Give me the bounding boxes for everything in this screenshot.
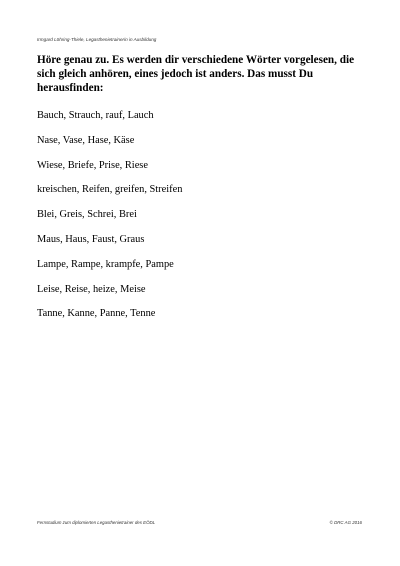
word-group-line: Maus, Haus, Faust, Graus bbox=[37, 233, 145, 245]
word-group-list bbox=[37, 110, 182, 333]
word-group-line: kreischen, Reifen, greifen, Streifen bbox=[37, 184, 183, 196]
word-group-line: Blei, Greis, Schrei, Brei bbox=[37, 209, 137, 221]
word-group-line: Nase, Vase, Hase, Käse bbox=[37, 134, 135, 146]
word-group-line: Lampe, Rampe, krampfe, Pampe bbox=[37, 258, 174, 270]
word-group-line: Tanne, Kanne, Panne, Tenne bbox=[37, 308, 156, 320]
author-note: Irmgard Löhring-Thiele, Legasthenietrainerin in Ausbildung bbox=[37, 37, 157, 42]
word-group-line: Leise, Reise, heize, Meise bbox=[37, 283, 146, 295]
footer-course-note: Fernstudium zum diplomierten Legasthenietrainer des EÖDL bbox=[37, 520, 156, 525]
word-group-line: Bauch, Strauch, rauf, Lauch bbox=[37, 110, 154, 121]
footer-copyright: © DRC AG 2016 bbox=[329, 520, 362, 525]
word-group-line: Wiese, Briefe, Prise, Riese bbox=[37, 159, 148, 171]
instruction-text: Höre genau zu. Es werden dir verschiedene Wörter vorgelesen, die sich gleich anhören, eines jedoch ist anders. Das musst Du herausfinden: bbox=[37, 54, 355, 94]
